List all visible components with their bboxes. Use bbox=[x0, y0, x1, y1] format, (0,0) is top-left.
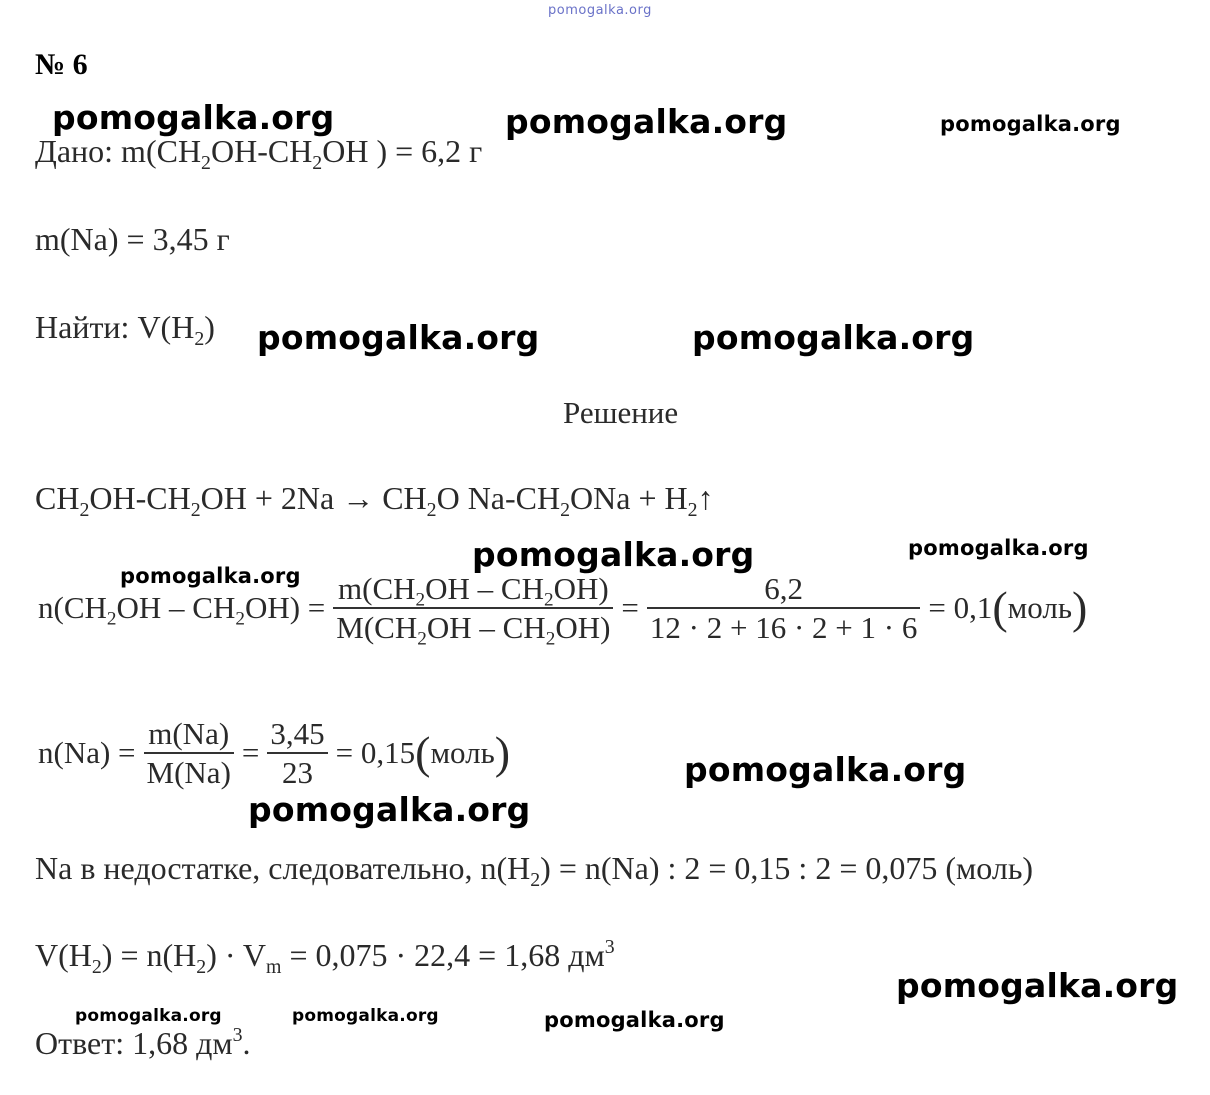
watermark: pomogalka.org bbox=[292, 1006, 439, 1026]
subscript: 2 bbox=[560, 498, 571, 521]
volume-text: = 0,075 · 22,4 = 1,68 дм bbox=[281, 937, 605, 973]
eq2-fraction-2-numerator: 3,45 bbox=[267, 715, 327, 754]
watermark: pomogalka.org bbox=[248, 790, 531, 829]
eq2-fraction-2 bbox=[267, 715, 327, 791]
conclusion-text: Na в недостатке, следовательно, n(H bbox=[35, 850, 531, 886]
eq2-result: = 0,15 bbox=[335, 735, 416, 771]
subscript: 2 bbox=[196, 955, 207, 978]
subscript: 2 bbox=[91, 955, 102, 978]
eq-text: m(CH bbox=[338, 571, 416, 606]
watermark: pomogalka.org bbox=[472, 535, 755, 574]
subscript: 2 bbox=[235, 608, 245, 630]
eq-text: OH – CH bbox=[425, 571, 544, 606]
eq-text: OH) bbox=[553, 571, 609, 606]
eq-text: OH – CH bbox=[426, 610, 546, 646]
watermark: pomogalka.org bbox=[505, 102, 788, 141]
subscript: 2 bbox=[687, 498, 698, 521]
given-label: Дано: bbox=[35, 133, 114, 169]
paren-left: ( bbox=[992, 581, 1008, 633]
superscript: 3 bbox=[604, 936, 615, 959]
answer-line bbox=[35, 1025, 251, 1062]
subscript: 2 bbox=[417, 628, 427, 650]
subscript: 2 bbox=[530, 868, 541, 891]
paren-left: ( bbox=[415, 726, 431, 778]
find-line bbox=[35, 309, 215, 350]
eq-text: OH – CH bbox=[116, 590, 236, 626]
watermark: pomogalka.org bbox=[692, 318, 975, 357]
subscript: 2 bbox=[106, 608, 117, 630]
given-line-1 bbox=[35, 133, 483, 174]
equals-sign: = bbox=[241, 735, 260, 771]
eq1-fraction-1 bbox=[333, 570, 613, 650]
eq1-fraction-2-denominator: 12 · 2 + 16 · 2 + 1 · 6 bbox=[649, 610, 918, 646]
superscript: 3 bbox=[232, 1024, 243, 1047]
watermark-top: pomogalka.org bbox=[548, 3, 652, 18]
find-label: Найти: bbox=[35, 309, 130, 345]
eq2-unit: моль bbox=[430, 735, 495, 771]
reaction-text: ↑ bbox=[697, 480, 714, 516]
reaction-text: O Na-CH bbox=[436, 480, 561, 516]
watermark: pomogalka.org bbox=[75, 1006, 222, 1026]
watermark: pomogalka.org bbox=[896, 966, 1179, 1005]
subscript: 2 bbox=[543, 589, 554, 611]
equation-moles-glycol bbox=[38, 570, 1088, 650]
eq1-denominator bbox=[333, 609, 613, 650]
paren-right: ) bbox=[1071, 581, 1088, 633]
paren-right: ) bbox=[494, 726, 511, 778]
find-text: V(H bbox=[137, 309, 195, 345]
watermark: pomogalka.org bbox=[52, 98, 335, 137]
eq1-numerator bbox=[333, 570, 613, 609]
eq2-denominator: M(Na) bbox=[146, 755, 231, 791]
find-text: ) bbox=[204, 309, 215, 345]
conclusion-text: ) = n(Na) : 2 = 0,15 : 2 = 0,075 (моль) bbox=[540, 850, 1034, 886]
watermark: pomogalka.org bbox=[908, 536, 1089, 560]
subscript: 2 bbox=[201, 151, 211, 174]
eq2-fraction-2-denominator: 23 bbox=[282, 755, 313, 791]
given-line-2: m(Na) = 3,45 г bbox=[35, 221, 230, 257]
subscript: 2 bbox=[194, 327, 205, 350]
eq2-fraction-1 bbox=[144, 715, 234, 791]
reaction-text: OH-CH bbox=[89, 480, 191, 516]
subscript: 2 bbox=[312, 151, 323, 174]
solution-heading: Решение bbox=[563, 395, 679, 430]
equation-moles-sodium bbox=[38, 715, 510, 791]
given-text: m(CH bbox=[121, 133, 202, 169]
reaction-text: CH bbox=[35, 480, 80, 516]
eq1-unit: моль bbox=[1007, 590, 1072, 626]
eq1-lhs bbox=[38, 590, 326, 630]
subscript: 2 bbox=[190, 498, 201, 521]
watermark: pomogalka.org bbox=[940, 112, 1121, 136]
volume-line bbox=[35, 936, 615, 978]
answer-text: Ответ: 1,68 дм bbox=[35, 1025, 233, 1061]
reaction-text: OH + 2Na → CH bbox=[200, 480, 427, 516]
eq-text: OH) bbox=[555, 610, 611, 646]
eq1-result: = 0,1 bbox=[928, 590, 993, 626]
subscript: 2 bbox=[426, 498, 437, 521]
watermark: pomogalka.org bbox=[120, 564, 301, 588]
reaction-text: ONa + H bbox=[570, 480, 688, 516]
eq1-fraction-2 bbox=[647, 570, 920, 646]
volume-text: ) = n(H bbox=[101, 937, 197, 973]
watermark: pomogalka.org bbox=[544, 1008, 725, 1032]
eq-text: n(CH bbox=[38, 590, 107, 626]
eq-text: OH) = bbox=[244, 590, 326, 626]
subscript: 2 bbox=[545, 628, 556, 650]
eq2-numerator: m(Na) bbox=[144, 715, 234, 754]
subscript: 2 bbox=[79, 498, 90, 521]
given-text: OH ) = 6,2 г bbox=[322, 133, 483, 169]
problem-number: № 6 bbox=[35, 48, 88, 81]
eq1-fraction-2-numerator: 6,2 bbox=[647, 570, 920, 609]
watermark: pomogalka.org bbox=[257, 318, 540, 357]
subscript: 2 bbox=[415, 589, 426, 611]
reaction-equation bbox=[35, 480, 714, 521]
equals-sign: = bbox=[621, 590, 639, 626]
watermark: pomogalka.org bbox=[684, 750, 967, 789]
conclusion-line bbox=[35, 850, 1034, 891]
given-text: OH-CH bbox=[210, 133, 313, 169]
answer-text: . bbox=[242, 1025, 251, 1061]
volume-text: ) · V bbox=[206, 937, 267, 973]
eq-text: M(CH bbox=[336, 610, 418, 646]
volume-text: V(H bbox=[35, 937, 92, 973]
subscript: m bbox=[266, 955, 282, 978]
eq2-lhs: n(Na) = bbox=[38, 735, 136, 771]
